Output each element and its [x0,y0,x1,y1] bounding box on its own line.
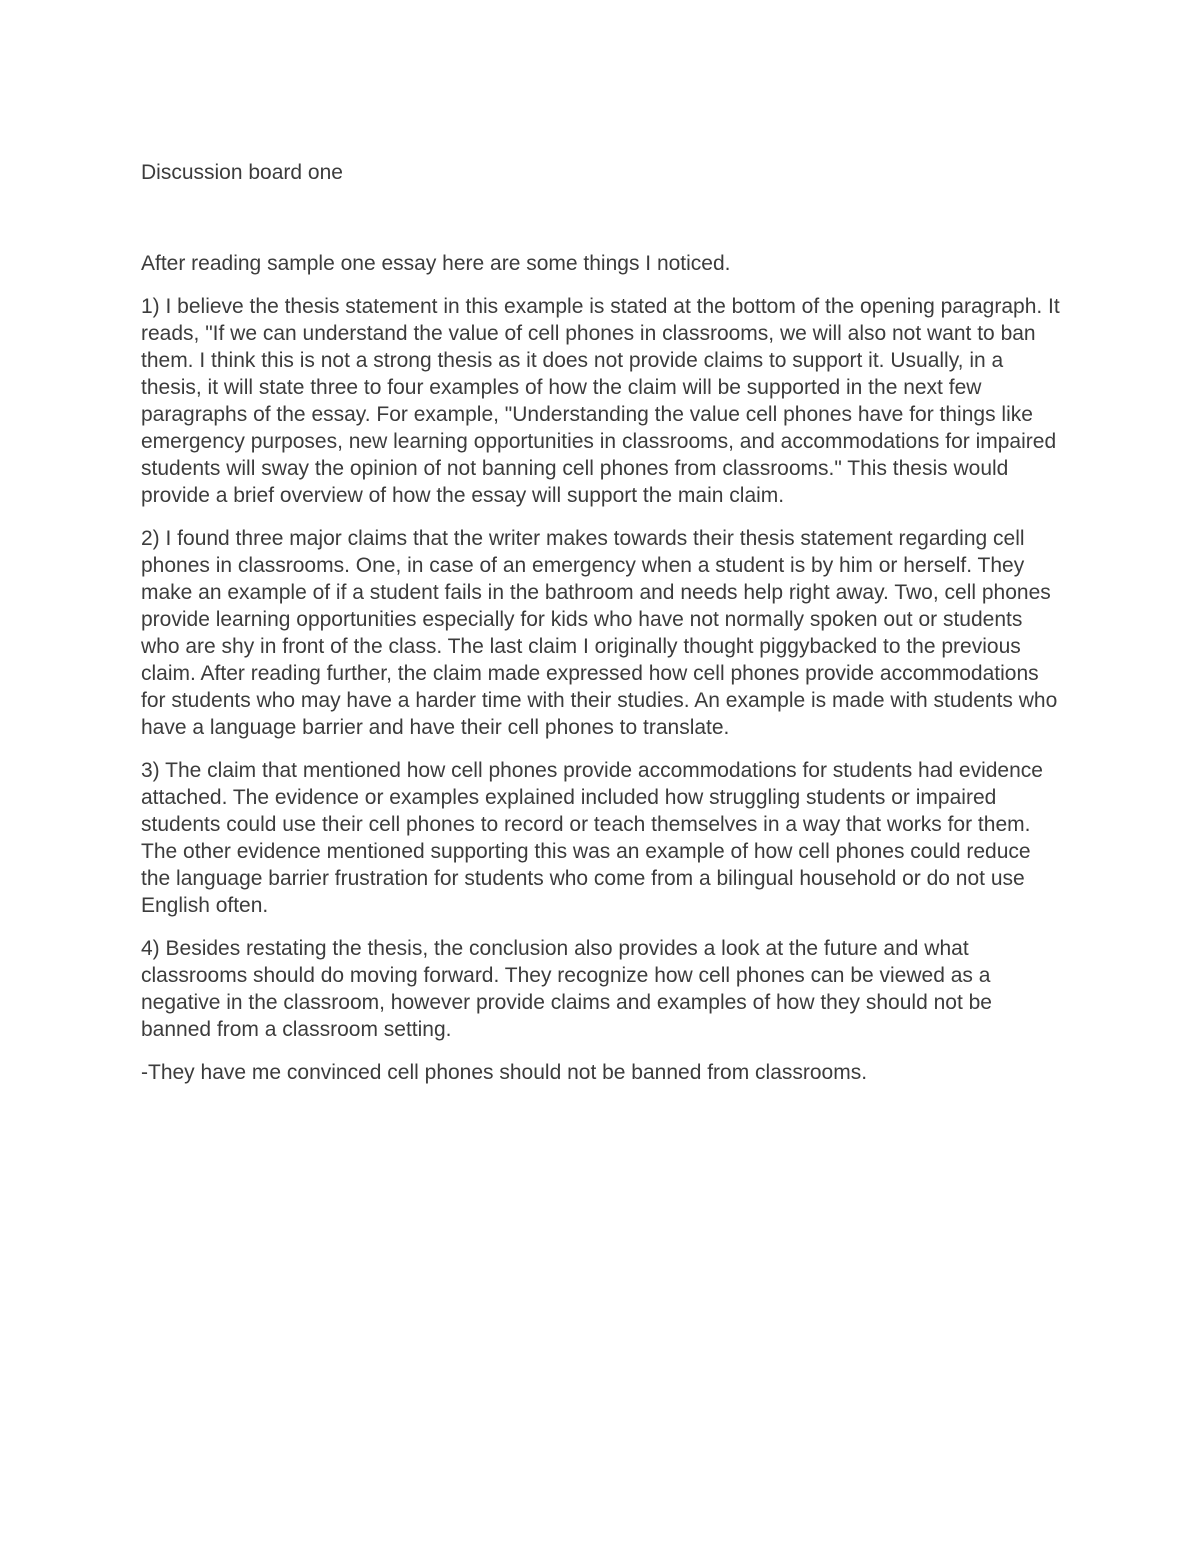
paragraph-claims: 2) I found three major claims that the writer makes towards their thesis statement regarding cell phones in classrooms. One, in case of an emergency when a student is by him or herself. They make an example of if a student fails in the bathroom and needs help right away. Two, cell phones provide learning opportunities especially for kids who have not normally spoken out or students who are shy in front of the class. The last claim I originally thought piggybacked to the previous claim. After reading further, the claim made expressed how cell phones provide accommodations for students who may have a harder time with their studies. An example is made with students who have a language barrier and have their cell phones to translate. [141,527,1058,739]
paragraph-conclusion: 4) Besides restating the thesis, the conclusion also provides a look at the future and what classrooms should do moving forward. They recognize how cell phones can be viewed as a negative in the classroom, however provide claims and examples of how they should not be banned from a classroom setting. [141,937,992,1041]
document-title: Discussion board one [141,161,343,184]
closing-line: -They have me convinced cell phones should not be banned from classrooms. [141,1061,868,1084]
paragraph-thesis: 1) I believe the thesis statement in this example is stated at the bottom of the opening paragraph. It reads, "If we can understand the value of cell phones in classrooms, we will also not want to ban them. I think this is not a strong thesis as it does not provide claims to support it. Usually, in a thesis, it will state three to four examples of how the claim will be supported in the next few paragraphs of the essay. For example, "Understanding the value cell phones have for things like emergency purposes, new learning opportunities in classrooms, and accommodations for impaired students will sway the opinion of not banning cell phones from classrooms." This thesis would provide a brief overview of how the essay will support the main claim. [141,295,1060,507]
document-body [141,159,1061,1086]
paragraph-evidence: 3) The claim that mentioned how cell phones provide accommodations for students had evidence attached. The evidence or examples explained included how struggling students or impaired students could use their cell phones to record or teach themselves in a way that works for them. The other evidence mentioned supporting this was an example of how cell phones could reduce the language barrier frustration for students who come from a bilingual household or do not use English often. [141,759,1043,917]
intro-paragraph: After reading sample one essay here are some things I noticed. [141,252,731,275]
